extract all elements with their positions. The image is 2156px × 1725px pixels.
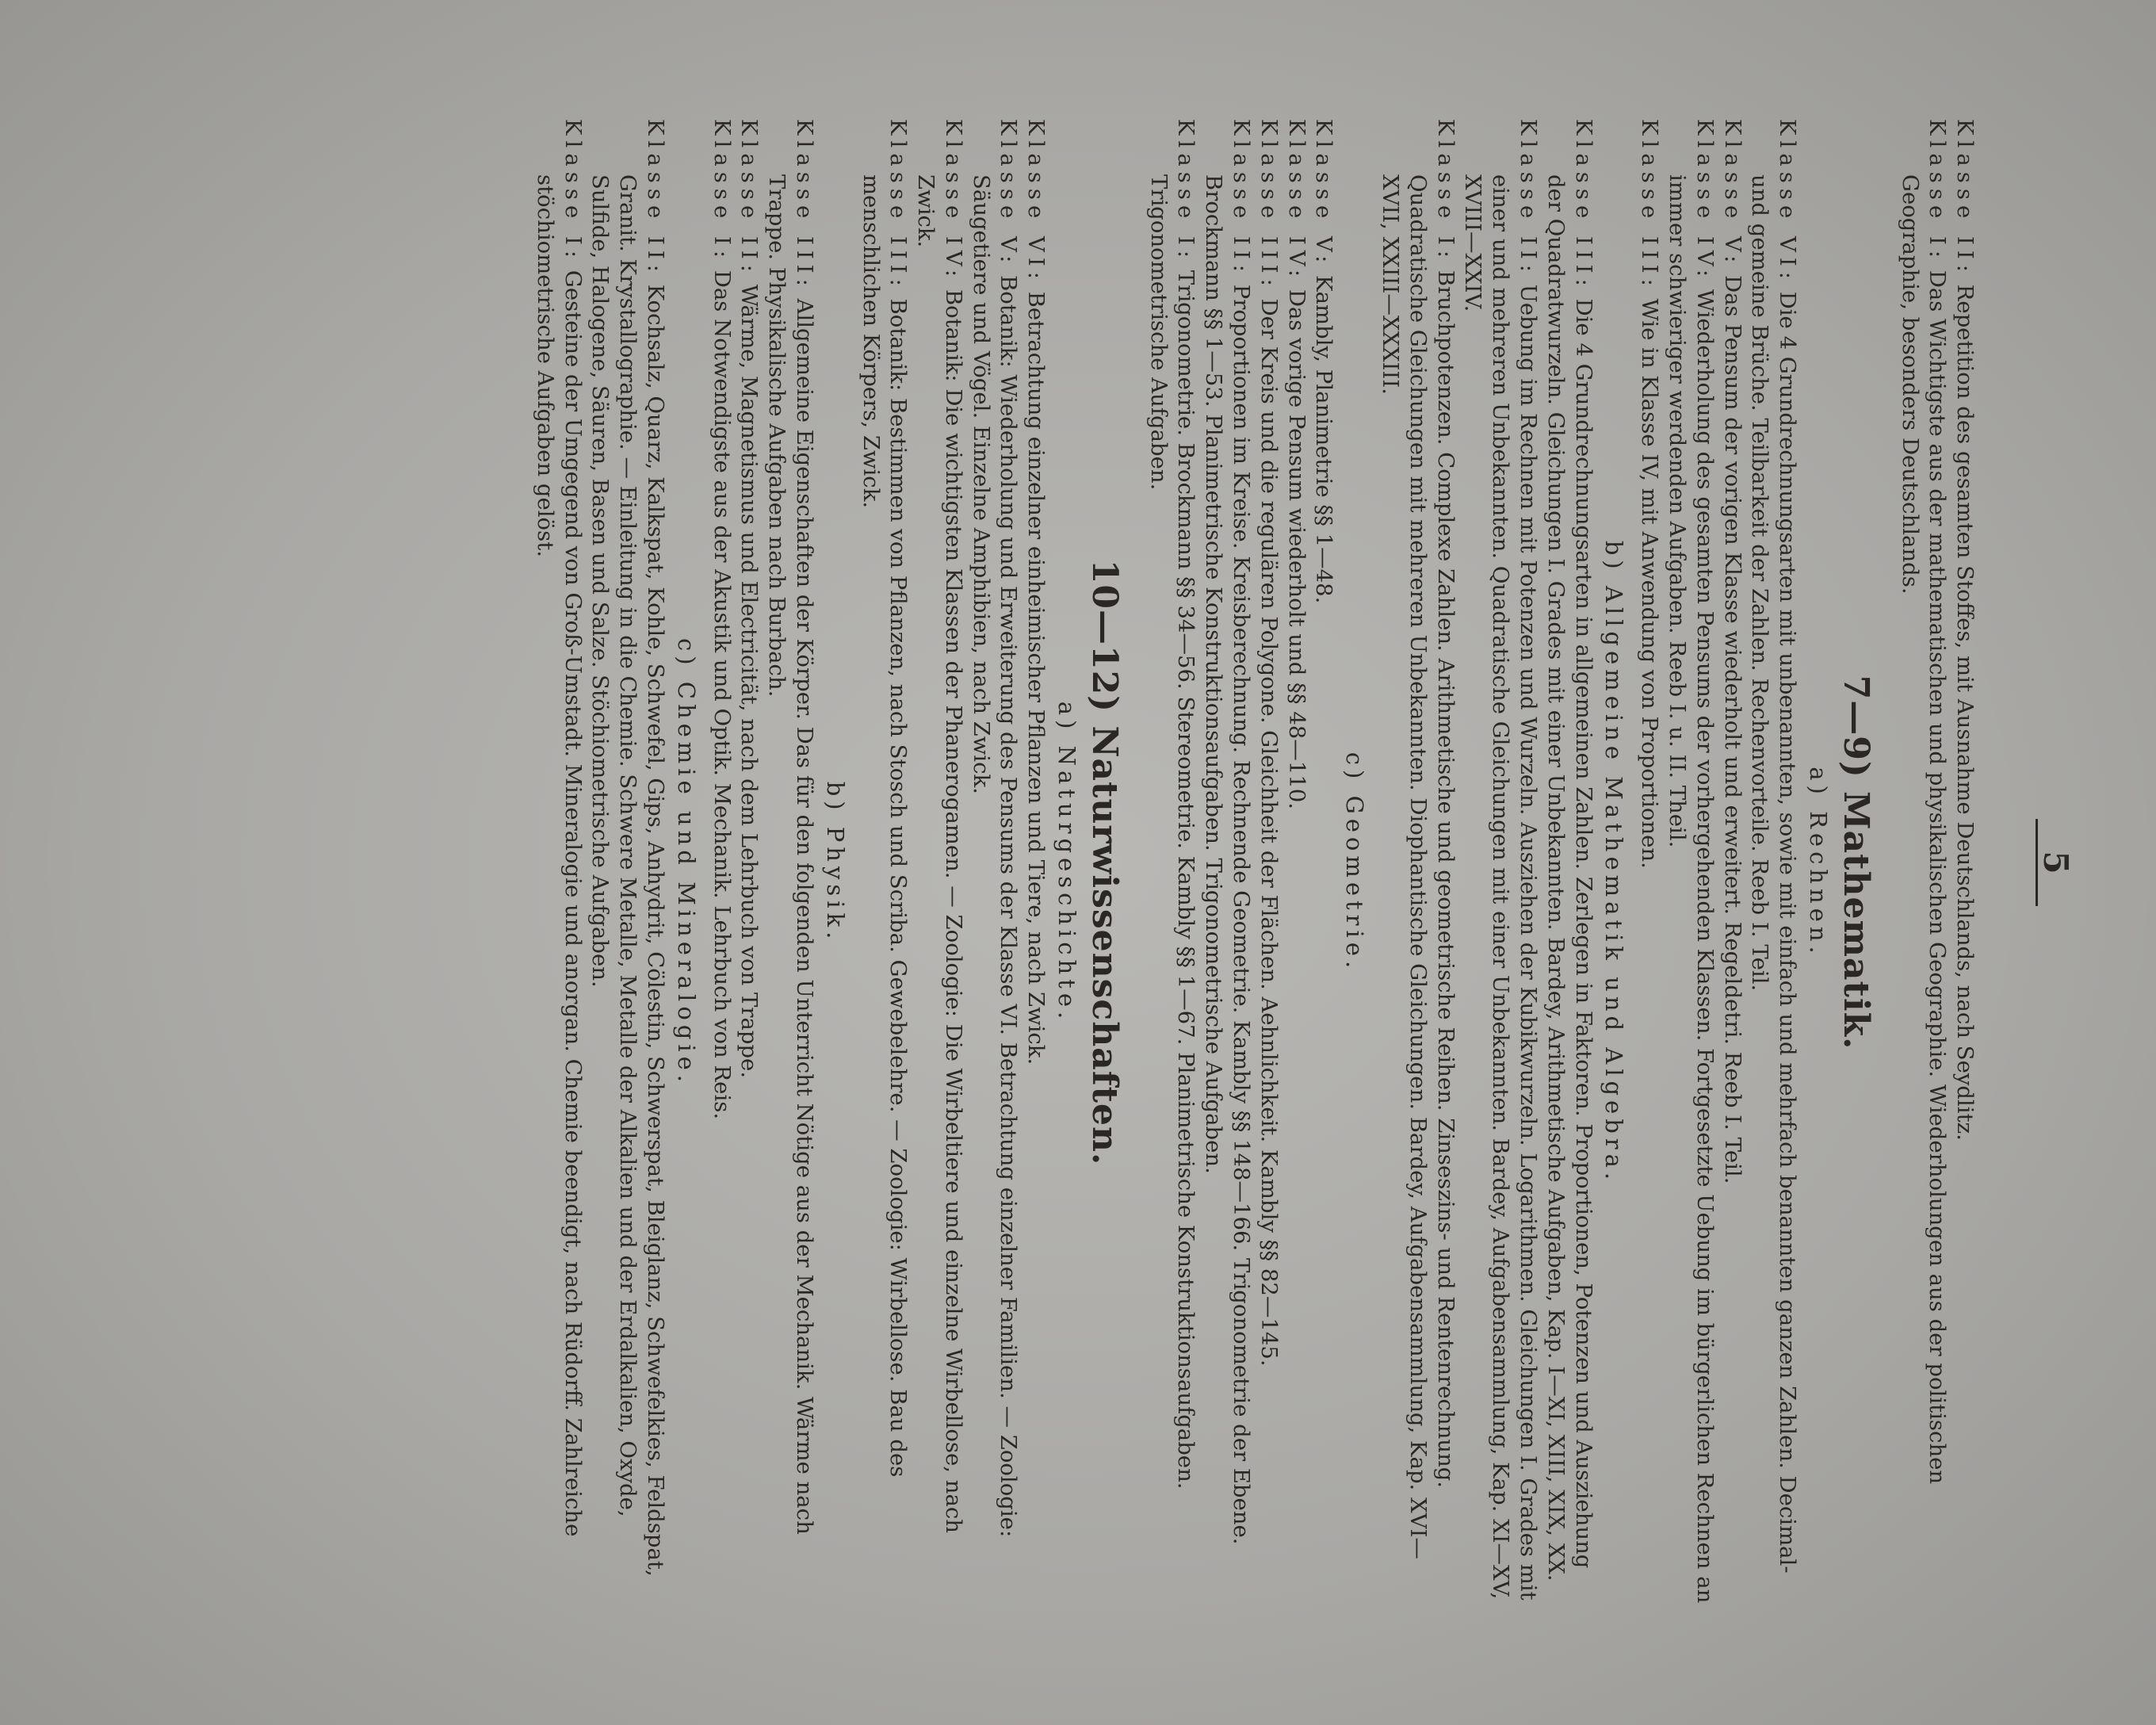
- entry-class: Klasse V:: [1311, 119, 1337, 269]
- entry-text: Trigonometrie. Brockmann §§ 34—56. Stereometrie. Kambly §§ 1—67. Planimetrische Konstruktionsaufgaben. Trigonometrische Aufgaben.: [1145, 174, 1199, 1490]
- entry-text: Uebung im Rechnen mit Potenzen und Wurzeln. Ausziehen der Kubikwurzeln. Logarithmen. Gleichungen I. Grades mit einer und mehreren Unbekannten. Quadratische Gleichungen mit einer Unbekannten. Bardey, Aufgabensammlung, Kap. XI—XV, XVIII—XXIV.: [1460, 174, 1542, 1601]
- entry-chemie-1: [531, 119, 587, 1606]
- entry-class: Klasse V:: [996, 119, 1022, 269]
- entry-chemie-0: [587, 119, 669, 1606]
- entry-geometrie-4: [1145, 119, 1200, 1606]
- entry-geometrie-1: [1283, 119, 1310, 1606]
- entry-physik-2: [708, 119, 736, 1606]
- entry-rechnen-3: [1635, 119, 1663, 1606]
- entry-rechnen-2: [1663, 119, 1718, 1606]
- entry-class: Klasse I:: [709, 119, 735, 264]
- entry-text: Die 4 Grundrechnungsarten in allgemeinen Zahlen. Zerlegen in Faktoren. Proportionen, Potenzen und Ausziehung der Quadratwurzeln. Gleichungen I. Grades mit einer Unbekannten. Bardey, Arithmetische Aufgaben, Kap. I—XI, XIII, XIX, XX.: [1542, 174, 1596, 1582]
- entry-text: Die 4 Grundrechnungsarten mit unbenannten, sowie mit einfach und mehrfach benannten ganzen Zahlen. Decimal- und gemeine Brüche. Teilbarkeit der Zahlen. Rechenvorteile. Reeb I. Teil.: [1747, 174, 1801, 1574]
- entry-physik-1: [736, 119, 763, 1606]
- entry-class: Klasse V:: [1719, 119, 1745, 269]
- entry-text: Kambly, Planimetrie §§ 1—48.: [1311, 275, 1337, 604]
- entry-text: Gesteine der Umgegend von Groß-Umstadt. Mineralogie und anorgan. Chemie beendigt, nach Rüdorff. Zahlreiche stöchiometrische Aufgaben gelöst.: [532, 174, 586, 1537]
- entry-rechnen-0: [1746, 119, 1802, 1606]
- entry-class: Klasse IV:: [940, 119, 966, 283]
- entry-class: Klasse III:: [1570, 119, 1596, 292]
- entry-text: Repetition des gesamten Stoffes, mit Ausnahme Deutschlands, nach Seydlitz.: [1952, 284, 1978, 1141]
- entry-text: Kochsalz, Quarz, Kalkspat, Kohle, Schwefel, Gips, Anhydrit, Cölestin, Schwerspat, Bleiglanz, Schwefelkies, Feldspat, Granit. Krystallographie. — Einleitung in die Chemie. Schwere Metalle, Metalle der Alkalien und der Erdalkalien, Oxyde, Sulfide, Halogene, Säuren, Basen und Salze. Stöchiometrische Aufgaben.: [587, 174, 668, 1577]
- entry-text: Proportionen im Kreise. Kreisberechnung. Rechnende Geometrie. Kambly §§ 148—166. Trigonometrie der Ebene. Brockmann §§ 1—53. Planimetrische Konstruktionsaufgaben. Trigonometrische Aufgaben.: [1201, 174, 1255, 1545]
- entry-text: Allgemeine Eigenschaften der Körper. Das für den folgenden Unterricht Nötige aus der Mechanik. Wärme nach Trappe. Physikalische Aufgaben nach Burbach.: [764, 174, 817, 1535]
- entry-naturgeschichte-1: [967, 119, 1023, 1606]
- subheading-naturgeschichte: a) Naturgeschichte.: [1053, 701, 1081, 1024]
- entry-text: Das Pensum der vorigen Klasse wiederholt und erweitert. Regeldetri. Reeb I. Teil.: [1719, 275, 1745, 1184]
- entry-class: Klasse II:: [1952, 119, 1978, 277]
- entry-geo-1: [1896, 119, 1951, 1606]
- entry-algebra-0: [1542, 119, 1597, 1606]
- entry-geo-0: [1951, 119, 1978, 1606]
- entry-class: Klasse I:: [1173, 119, 1199, 264]
- entry-class: Klasse VI:: [1775, 119, 1801, 285]
- entry-text: Wiederholung des gesamten Pensums der vorhergehenden Klassen. Fortgesetzte Uebung im bürgerlichen Rechnen an immer schwieriger werdenden Aufgaben. Reeb I. u. II. Theil.: [1665, 174, 1718, 1604]
- page-number: 5: [2036, 851, 2075, 874]
- entry-text: Botanik: Die wichtigsten Klassen der Phanerogamen. — Zoologie: Die Wirbeltiere und einzelne Wirbellose, nach Zwick.: [913, 174, 966, 1533]
- entry-class: Klasse VI:: [1023, 119, 1049, 285]
- entry-text: Botanik: Wiederholung und Erweiterung des Pensums der Klasse VI. Betrachtung einzelner Familien. — Zoologie: Säugetiere und Vögel. Einzelne Amphibien, nach Zwick.: [968, 174, 1022, 1538]
- entry-text: Bruchpotenzen. Complexe Zahlen. Arithmetische und geometrische Reihen. Zinseszins- und Rentenrechnung. Quadratische Gleichungen mit mehreren Unbekannten. Diophantische Gleichungen. Bardey, Aufgabensammlung, Kap. XVI—XVII, XXIII—XXXIII.: [1378, 174, 1458, 1559]
- entry-text: Der Kreis und die regulären Polygone. Gleichheit der Flächen. Aehnlichkeit. Kambly §§ 82—145.: [1256, 298, 1282, 1367]
- entry-class: Klasse I:: [1432, 119, 1458, 264]
- entry-geometrie-2: [1255, 119, 1283, 1606]
- subheading-geometrie: c) Geometrie.: [1341, 752, 1369, 973]
- section-heading-mathematik: 7—9) Mathematik.: [1835, 675, 1876, 1050]
- entry-text: Wie in Klasse IV, mit Anwendung von Proportionen.: [1637, 298, 1663, 869]
- subheading-rechnen: a) Rechnen.: [1805, 767, 1833, 958]
- entry-text: Das Wichtigste aus der mathematischen und physikalischen Geographie. Wiederholungen aus der politischen Geographie, besonders Deutschlands.: [1897, 174, 1951, 1485]
- subheading-algebra: b) Allgemeine Mathematik und Algebra.: [1600, 540, 1628, 1185]
- entry-class: Klasse III:: [791, 119, 817, 292]
- entry-class: Klasse IV:: [1283, 119, 1309, 283]
- entry-class: Klasse II:: [736, 119, 763, 277]
- entry-algebra-2: [1376, 119, 1458, 1606]
- entry-class: Klasse III:: [1256, 119, 1282, 292]
- subheading-physik: b) Physik.: [821, 781, 849, 944]
- entry-text: Das vorige Pensum wiederholt und §§ 48—110.: [1283, 289, 1309, 810]
- entry-rechnen-1: [1718, 119, 1746, 1606]
- entry-geometrie-0: [1310, 119, 1338, 1606]
- entry-text: Das Notwendigste aus der Akustik und Optik. Mechanik. Lehrbuch von Reis.: [709, 270, 735, 1120]
- entry-class: Klasse I:: [1925, 119, 1951, 264]
- subheading-chemie: c) Chemie und Mineralogie.: [672, 637, 700, 1087]
- entry-text: Wärme, Magnetismus und Electricität, nach dem Lehrbuch von Trappe.: [736, 284, 763, 1079]
- section-heading-naturwissenschaften: 10—12) Naturwissenschaften.: [1084, 559, 1125, 1166]
- entry-text: Botanik: Bestimmen von Pflanzen, nach Stosch und Scriba. Gewebelehre. — Zoologie: Wirbellose. Bau des menschlichen Körpers, Zwick.: [858, 174, 912, 1478]
- entry-physik-0: [763, 119, 818, 1606]
- entry-class: Klasse IV:: [1692, 119, 1718, 283]
- entry-class: Klasse III:: [1637, 119, 1663, 292]
- entry-class: Klasse II:: [1229, 119, 1255, 277]
- entry-class: Klasse II:: [1516, 119, 1542, 277]
- entry-naturgeschichte-0: [1023, 119, 1050, 1606]
- entry-algebra-1: [1459, 119, 1542, 1606]
- entry-class: Klasse III:: [885, 119, 912, 292]
- entry-geometrie-3: [1199, 119, 1255, 1606]
- entry-text: Betrachtung einzelner einheimischer Pflanzen und Tiere, nach Zwick.: [1023, 291, 1049, 1065]
- entry-class: Klasse I:: [560, 119, 586, 264]
- entry-naturgeschichte-2: [912, 119, 967, 1606]
- entry-class: Klasse II:: [642, 119, 668, 277]
- entry-naturgeschichte-3: [857, 119, 912, 1606]
